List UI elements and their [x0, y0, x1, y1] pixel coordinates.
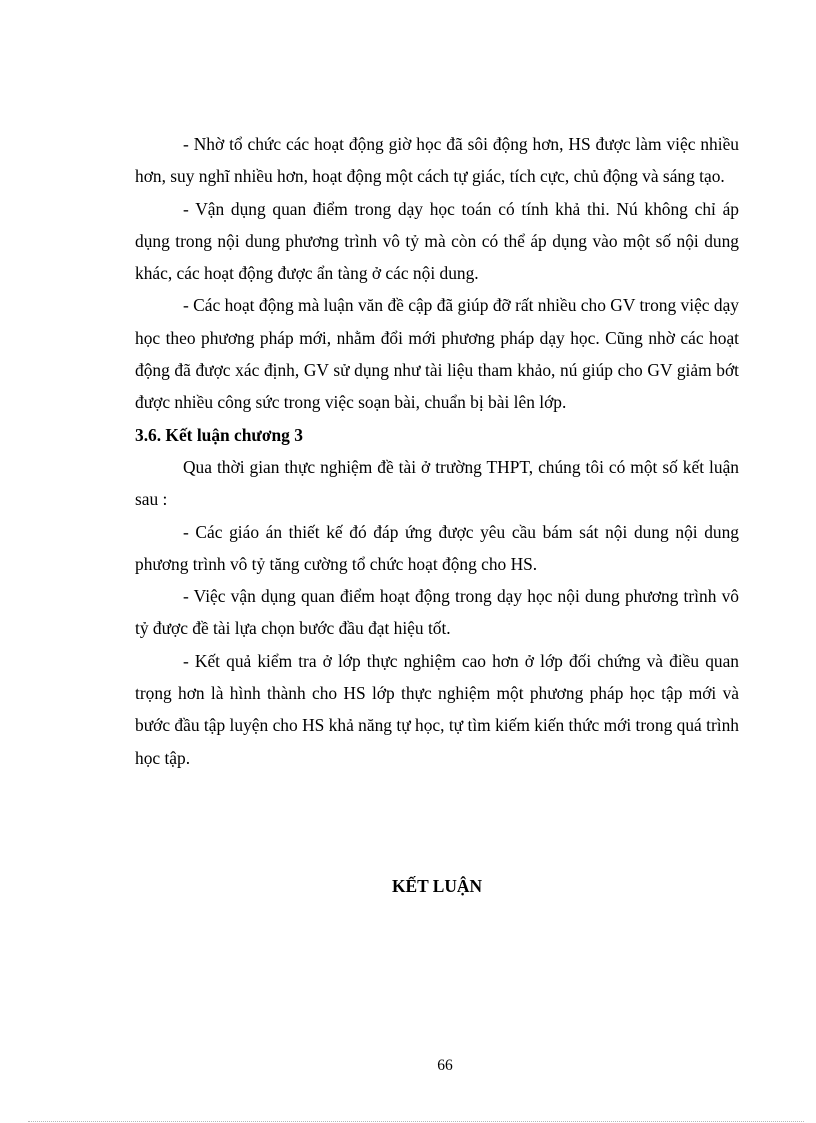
paragraph-test-results: - Kết quả kiểm tra ở lớp thực nghiệm cao hơn ở lớp đối chứng và điều quan trọng hơn là hình thành cho HS lớp thực nghiệm một phương pháp học tập mới và bước đầu tập luyện cho HS khả năng tự học, tự tìm kiếm kiến thức mới trong quá trình học tập.: [135, 650, 739, 768]
page-number: 66: [437, 1057, 453, 1074]
paragraph-approach-result: - Việc vận dụng quan điểm hoạt động trong dạy học nội dung phương trình vô tỷ được đề tài lựa chọn bước đầu đạt hiệu tốt.: [135, 586, 739, 639]
conclusion-title: KẾT LUẬN: [391, 876, 483, 896]
paragraph-activities-benefit: - Nhờ tổ chức các hoạt động giờ học đã sôi động hơn, HS được làm việc nhiều hơn, suy nghĩ nhiều hơn, hoạt động một cách tự giác, tích cực, chủ động và sáng tạo.: [135, 134, 739, 187]
page-bottom-divider: [28, 1121, 804, 1122]
section-heading: 3.6. Kết luận chương 3: [135, 424, 303, 445]
paragraph-experiment-intro: Qua thời gian thực nghiệm đề tài ở trường THPT, chúng tôi có một số kết luận sau :: [135, 456, 739, 510]
paragraph-lesson-plans: - Các giáo án thiết kế đó đáp ứng được yêu cầu bám sát nội dung nội dung phương trình vô tỷ tăng cường tổ chức hoạt động cho HS.: [135, 521, 739, 574]
body-text: [135, 128, 739, 774]
paragraph-feasibility: - Vận dụng quan điểm trong dạy học toán có tính khả thi. Nú không chỉ áp dụng trong nội dung phương trình vô tỷ mà còn có thể áp dụng vào một số nội dung khác, các hoạt động được ẩn tàng ở các nội dung.: [135, 198, 739, 284]
paragraph-teacher-support: - Các hoạt động mà luận văn đề cập đã giúp đỡ rất nhiều cho GV trong việc dạy học theo phương pháp mới, nhằm đổi mới phương pháp dạy học. Cũng nhờ các hoạt động đã được xác định, GV sử dụng như tài liệu tham khảo, nú giúp cho GV giảm bớt được nhiều công sức trong việc soạn bài, chuẩn bị bài lên lớp.: [135, 295, 739, 413]
